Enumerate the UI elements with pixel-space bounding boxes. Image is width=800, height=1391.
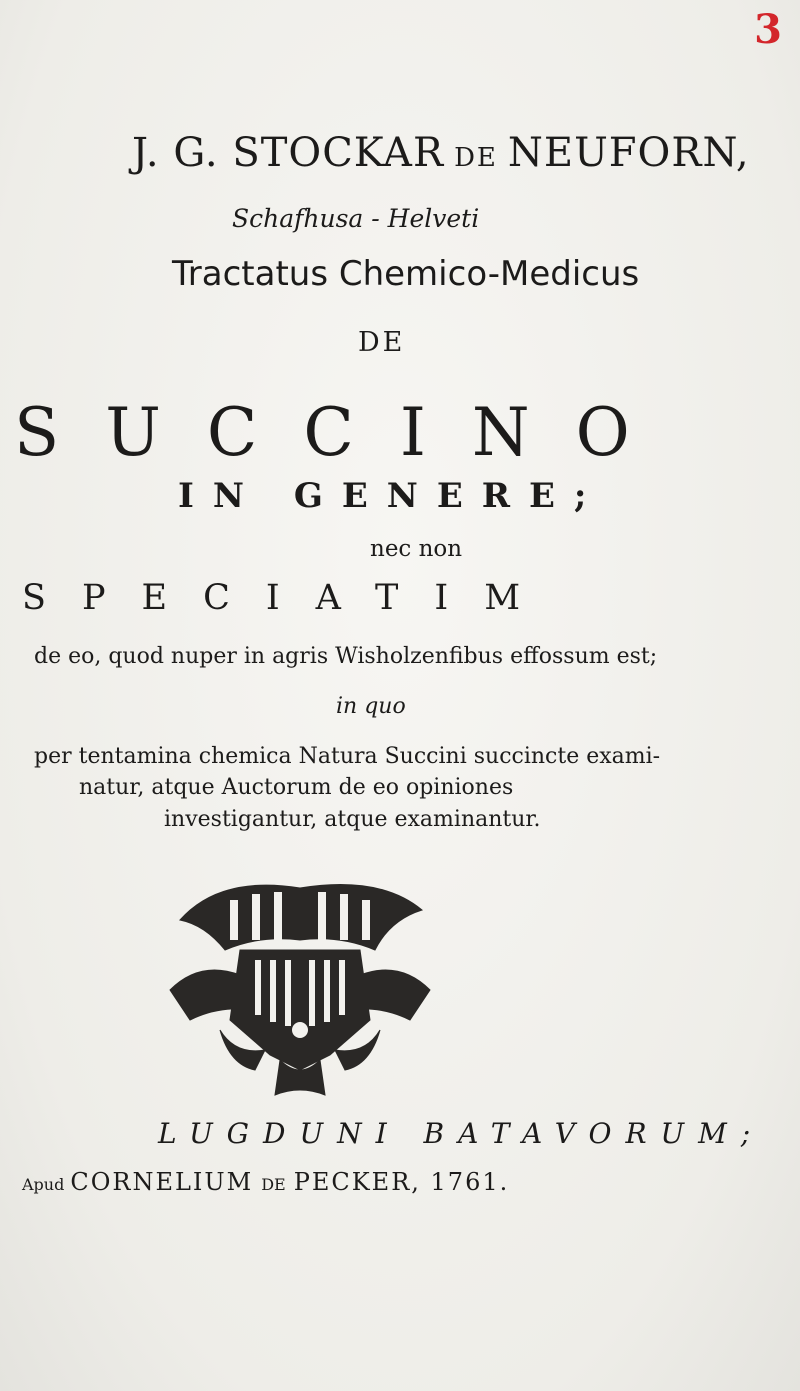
body-line-1: de eo, quod nuper in agris Wisholzenfibus effossum est; [34, 644, 658, 669]
tractatus-line: Tractatus Chemico-Medicus [172, 254, 640, 294]
imprint-printer-2: PECKER, 1761. [293, 1168, 510, 1196]
body-line-3: natur, atque Auctorum de eo opiniones [79, 775, 514, 800]
printers-ornament-icon [160, 880, 440, 1100]
body-line-4: investigantur, atque examinantur. [164, 807, 541, 832]
imprint-printer: CORNELIUM [70, 1168, 254, 1196]
page-number: 3 [754, 6, 782, 53]
imprint-apud: Apud [22, 1175, 65, 1194]
author-name: J. G. STOCKAR [132, 130, 445, 176]
author-line [132, 130, 750, 176]
imprint-city: LUGDUNI BATAVORUM; [158, 1117, 765, 1150]
author-surname: NEUFORN, [507, 130, 750, 176]
author-particle: DE [454, 143, 498, 173]
body-line-2: per tentamina chemica Natura Succini succincte exami- [34, 744, 661, 769]
de-line: DE [358, 327, 406, 358]
main-title: SUCCINO [14, 394, 676, 471]
place-line: Schafhusa - Helveti [232, 204, 480, 233]
in-quo-line: in quo [336, 694, 406, 719]
imprint-de: DE [261, 1175, 286, 1194]
nec-non-line: nec non [370, 536, 463, 562]
in-genere-line: IN GENERE; [178, 476, 606, 516]
speciatim-line: SPECIATIM [22, 578, 557, 618]
imprint-printer-line [22, 1168, 509, 1196]
